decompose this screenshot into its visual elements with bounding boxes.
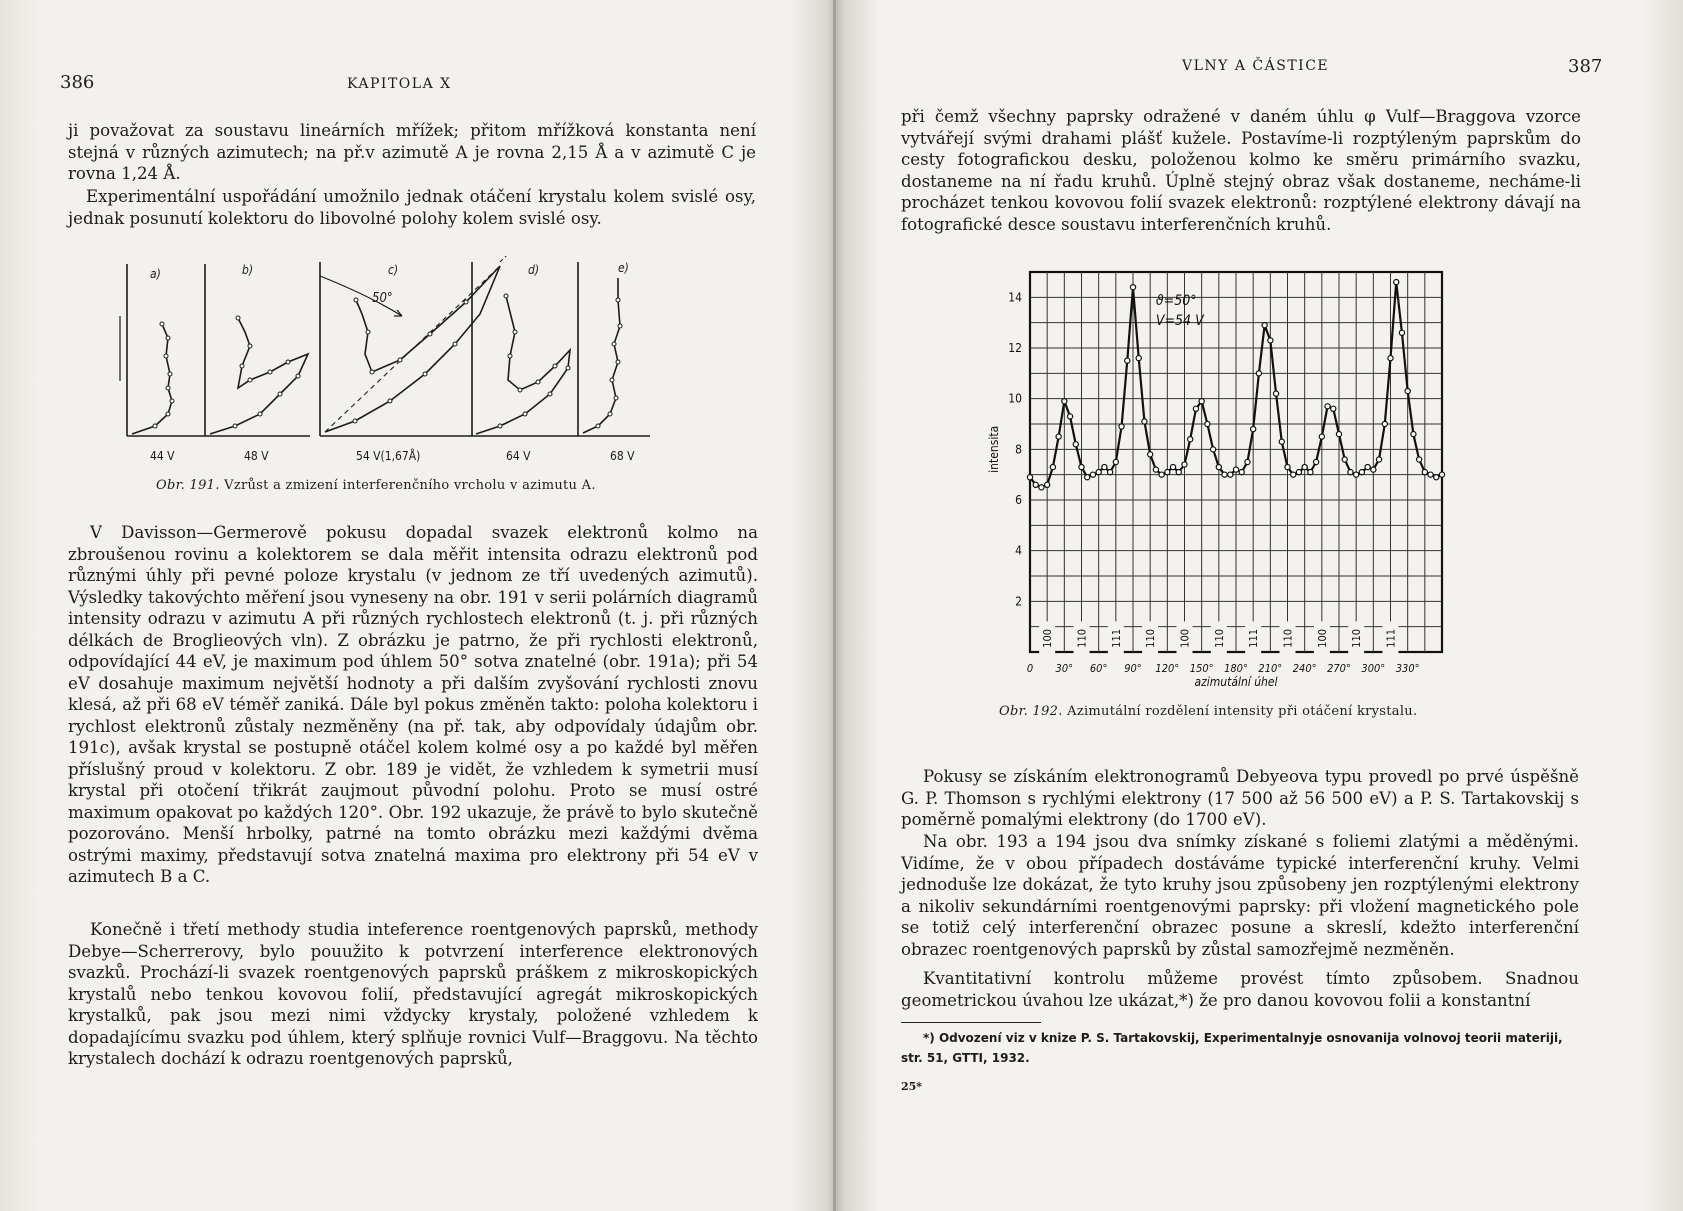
caption-text: Vzrůst a zmizení interferenčního vrcholu v azimutu A. bbox=[224, 478, 596, 493]
x-tick-label: 60° bbox=[1089, 662, 1108, 675]
paragraph: Konečně i třetí methody studia inteference roentgenových paprsků, methody Debye—Scherrerovy, bylo pouužito k potvrzení interference elektronových svazků. Prochází-li svazek roentgenových paprsků práškem z mikroskopických krystalů nebo tenkou kovovou folií, představující agregát mikroskopických krystalků, pak jsou mezi nimi vždycky krystaly, položené vzhledem k dopadajícímu svazku pod úhlem, který splňuje rovnici Vulf—Braggovu. Na těchto krystalech dochází k odrazu roentgenových paprsků, bbox=[68, 920, 758, 1068]
data-point bbox=[1148, 452, 1153, 457]
data-point bbox=[1285, 464, 1290, 469]
caption-number: Obr. 191. bbox=[156, 478, 220, 493]
right-page bbox=[836, 0, 1683, 1211]
chart-annotation: V=54 V bbox=[1155, 312, 1204, 329]
data-point bbox=[1073, 442, 1078, 447]
data-point bbox=[1319, 434, 1324, 439]
footnote-rule bbox=[901, 1022, 1041, 1023]
data-point bbox=[1314, 459, 1319, 464]
data-point bbox=[1039, 485, 1044, 490]
data-point bbox=[1428, 472, 1433, 477]
data-point bbox=[1417, 457, 1422, 462]
data-point bbox=[1119, 424, 1124, 429]
data-point bbox=[1130, 285, 1135, 290]
data-point bbox=[1382, 421, 1387, 426]
data-point bbox=[1325, 404, 1330, 409]
data-point bbox=[1056, 434, 1061, 439]
figure-192-chart bbox=[976, 264, 1456, 692]
data-point bbox=[1405, 388, 1410, 393]
data-point bbox=[1348, 470, 1353, 475]
data-point bbox=[1388, 356, 1393, 361]
data-point bbox=[1268, 338, 1273, 343]
data-point bbox=[1113, 459, 1118, 464]
figure-191-polar-diagrams bbox=[110, 256, 710, 468]
signature-mark: 25* bbox=[901, 1080, 923, 1093]
x-tick-label: 120° bbox=[1155, 662, 1180, 675]
x-tick-label: 30° bbox=[1055, 662, 1074, 675]
data-point bbox=[1067, 414, 1072, 419]
data-point bbox=[1233, 467, 1238, 472]
data-point bbox=[1251, 426, 1256, 431]
x-tick-label: 0 bbox=[1026, 662, 1034, 675]
panel-label: e) bbox=[618, 261, 629, 275]
data-point bbox=[1136, 356, 1141, 361]
data-point bbox=[1085, 475, 1090, 480]
y-tick-label: 14 bbox=[1008, 290, 1022, 305]
panel-label: b) bbox=[242, 263, 254, 277]
page-number: 386 bbox=[60, 72, 95, 93]
data-point bbox=[1222, 472, 1227, 477]
plane-label: 110 bbox=[1350, 628, 1364, 648]
data-point bbox=[1216, 464, 1221, 469]
data-point bbox=[1342, 457, 1347, 462]
data-point bbox=[1273, 391, 1278, 396]
y-tick-label: 8 bbox=[1015, 442, 1022, 457]
data-point bbox=[1439, 472, 1444, 477]
data-point bbox=[1211, 447, 1216, 452]
voltage-label: 68 V bbox=[610, 449, 635, 463]
running-head: KAPITOLA X bbox=[347, 76, 452, 92]
data-point bbox=[1170, 464, 1175, 469]
paragraph: ji považovat za soustavu lineárních mřížek; přitom mřížková konstanta není stejná v různých azimutech; na př.v azimutě A je rovna 2,15 Å a v azimutě C je rovna 1,24 Å. bbox=[68, 121, 756, 183]
data-point bbox=[1399, 330, 1404, 335]
data-point bbox=[1302, 464, 1307, 469]
panel-label: c) bbox=[388, 263, 399, 277]
left-page bbox=[0, 0, 836, 1211]
data-point bbox=[1239, 470, 1244, 475]
plane-label: 110 bbox=[1212, 628, 1226, 648]
data-point bbox=[1291, 472, 1296, 477]
paragraph: při čemž všechny paprsky odražené v daném úhlu φ Vulf—Braggova vzorce vytvářejí svými drahami plášť kužele. Postavíme-li rozptýleným paprskům do cesty fotografickou desku, položenou kolmo ke směru primárního svazku, dostaneme na ní řadu kruhů. Úplně stejný obraz však dostaneme, necháme-li procházet tenkou kovovou folií svazek elektronů: rozptýlené elektrony dávají na fotografické desce soustavu interferenčních kruhů. bbox=[901, 107, 1581, 234]
data-point bbox=[1182, 462, 1187, 467]
data-point bbox=[1205, 421, 1210, 426]
data-point bbox=[1434, 475, 1439, 480]
data-point bbox=[1199, 399, 1204, 404]
voltage-label: 54 V(1,67Å) bbox=[356, 449, 421, 463]
data-point bbox=[1365, 464, 1370, 469]
running-head: VLNY A ČÁSTICE bbox=[1182, 58, 1330, 74]
data-point bbox=[1228, 472, 1233, 477]
data-point bbox=[1159, 472, 1164, 477]
data-point bbox=[1296, 470, 1301, 475]
x-tick-label: 240° bbox=[1292, 662, 1317, 675]
voltage-label: 44 V bbox=[150, 449, 175, 463]
plane-label: 100 bbox=[1041, 628, 1055, 648]
data-point bbox=[1354, 472, 1359, 477]
page-number: 387 bbox=[1568, 56, 1603, 77]
plane-label: 111 bbox=[1109, 628, 1123, 648]
chart-annotation: ϑ=50° bbox=[1155, 292, 1197, 309]
data-point bbox=[1153, 467, 1158, 472]
x-tick-label: 300° bbox=[1361, 662, 1386, 675]
plane-label: 111 bbox=[1247, 628, 1261, 648]
data-point bbox=[1165, 470, 1170, 475]
data-point bbox=[1422, 470, 1427, 475]
voltage-label: 64 V bbox=[506, 449, 531, 463]
plane-label: 110 bbox=[1144, 628, 1158, 648]
paragraph: Kvantitativní kontrolu můžeme provést tímto způsobem. Snadnou geometrickou úvahou lze ukázat,*) že pro danou kovovou folii a konstantní bbox=[901, 969, 1579, 1010]
y-tick-label: 10 bbox=[1008, 391, 1022, 406]
x-axis-label: azimutální úhel bbox=[1194, 675, 1278, 689]
data-point bbox=[1262, 323, 1267, 328]
x-tick-label: 330° bbox=[1395, 662, 1420, 675]
figure-caption bbox=[156, 478, 596, 493]
paragraph: Experimentální uspořádání umožnilo jednak otáčení krystalu kolem svislé osy, jednak posunutí kolektoru do libovolné polohy kolem svislé osy. bbox=[68, 187, 756, 228]
footnote: *) Odvození viz v knize P. S. Tartakovskij, Experimentalnyje osnovanija volnovoj teorii materiji, str. 51, GTTI, 1932. bbox=[901, 1031, 1563, 1065]
plane-label: 100 bbox=[1315, 628, 1329, 648]
y-tick-label: 2 bbox=[1015, 594, 1022, 609]
data-point bbox=[1279, 439, 1284, 444]
data-point bbox=[1108, 470, 1113, 475]
x-tick-label: 90° bbox=[1124, 662, 1142, 675]
x-tick-label: 270° bbox=[1327, 662, 1351, 675]
data-point bbox=[1079, 464, 1084, 469]
data-point bbox=[1308, 470, 1313, 475]
data-point bbox=[1394, 280, 1399, 285]
data-point bbox=[1359, 470, 1364, 475]
voltage-label: 48 V bbox=[244, 449, 269, 463]
data-point bbox=[1331, 406, 1336, 411]
panel-label: d) bbox=[528, 263, 540, 277]
data-point bbox=[1050, 464, 1055, 469]
caption-text: Azimutální rozdělení intensity při otáčení krystalu. bbox=[1067, 704, 1418, 719]
figure-caption bbox=[999, 704, 1417, 719]
plane-label: 110 bbox=[1075, 628, 1089, 648]
paragraph: Pokusy se získáním elektronogramů Debyeova typu provedl po prvé úspěšně G. P. Thomson s rychlými elektrony (17 500 až 56 500 eV) a P. S. Tartakovskij s poměrně pomalými elektrony (do 1700 eV). bbox=[901, 767, 1579, 829]
paragraph: Na obr. 193 a 194 jsou dva snímky získané s foliemi zlatými a měděnými. Vidíme, že v obou případech dostáváme typické interferenční kruhy. Velmi jednoduše lze dokázat, že tyto kruhy jsou způsobeny jen rozptýlenými elektrony a nikoliv sekundárními roentgenovými paprsky: při vložení magnetického pole se totiž celý interferenční obrazec posune a skreslí, kdežto interferenční obrazec roentgenových paprsků by zůstal samozřejmě nezměněn. bbox=[901, 832, 1579, 959]
x-tick-label: 180° bbox=[1224, 662, 1248, 675]
y-tick-label: 6 bbox=[1015, 493, 1022, 507]
data-point bbox=[1245, 459, 1250, 464]
y-tick-label: 12 bbox=[1008, 341, 1022, 355]
data-point bbox=[1045, 482, 1050, 487]
data-point bbox=[1033, 482, 1038, 487]
data-point bbox=[1125, 358, 1130, 363]
data-point bbox=[1027, 475, 1032, 480]
data-point bbox=[1176, 470, 1181, 475]
data-point bbox=[1376, 457, 1381, 462]
caption-number: Obr. 192. bbox=[999, 704, 1063, 719]
panel-label: a) bbox=[150, 267, 161, 281]
y-tick-label: 4 bbox=[1015, 543, 1022, 558]
data-point bbox=[1336, 432, 1341, 437]
angle-label: 50° bbox=[372, 291, 393, 306]
data-point bbox=[1411, 432, 1416, 437]
data-point bbox=[1256, 371, 1261, 376]
data-point bbox=[1371, 467, 1376, 472]
plane-label: 110 bbox=[1281, 628, 1295, 648]
data-point bbox=[1090, 472, 1095, 477]
x-tick-label: 210° bbox=[1258, 662, 1283, 675]
plane-label: 100 bbox=[1178, 628, 1192, 648]
paragraph: V Davisson—Germerově pokusu dopadal svazek elektronů kolmo na zbroušenou rovinu a kolektorem se dala měřit intensita odrazu elektronů pod různými úhly při pevné poloze krystalu (v jednom ze tří uvedených azimutů). Výsledky takovýchto měření jsou vyneseny na obr. 191 v serii polárních diagramů intensity odrazu v azimutu A při různých rychlostech elektronů (t. j. při různých délkách de Broglieových vln). Z obrázku je patrno, že při rychlosti elektronů, odpovídající 44 eV, je maximum pod úhlem 50° sotva znatelné (obr. 191a); při 54 eV dosahuje maximum největší hodnoty a při dalším zvyšování rychlosti znovu klesá, až při 68 eV téměř zaniká. Dále byl pokus změněn takto: poloha kolektoru i rychlost elektronů zůstaly nezměněny (na př. tak, aby odpovídaly údajům obr. 191c), avšak krystal se postupně otáčel kolem kolmé osy a po každé byl měřen příslušný proud v kolektoru. Z obr. 189 je vidět, že vzhledem k symetrii musí krystal při otočení třikrát zaujmout původní polohu. Proto se musí ostré maximum opakovat po každých 120°. Obr. 192 ukazuje, že právě to bylo skutečně pozorováno. Menší hrbolky, patrné na tomto obrázku mezi každými dvěma ostrými maximy, představují sotva znatelná maxima pro elektrony při 54 eV v azimutech B a C. bbox=[68, 523, 758, 886]
x-tick-label: 150° bbox=[1189, 662, 1214, 675]
data-point bbox=[1062, 399, 1067, 404]
data-point bbox=[1188, 437, 1193, 442]
data-point bbox=[1193, 406, 1198, 411]
y-axis-label: intensita bbox=[987, 425, 1001, 473]
data-point bbox=[1096, 470, 1101, 475]
data-point bbox=[1142, 419, 1147, 424]
plane-label: 111 bbox=[1384, 628, 1398, 648]
data-point bbox=[1102, 464, 1107, 469]
